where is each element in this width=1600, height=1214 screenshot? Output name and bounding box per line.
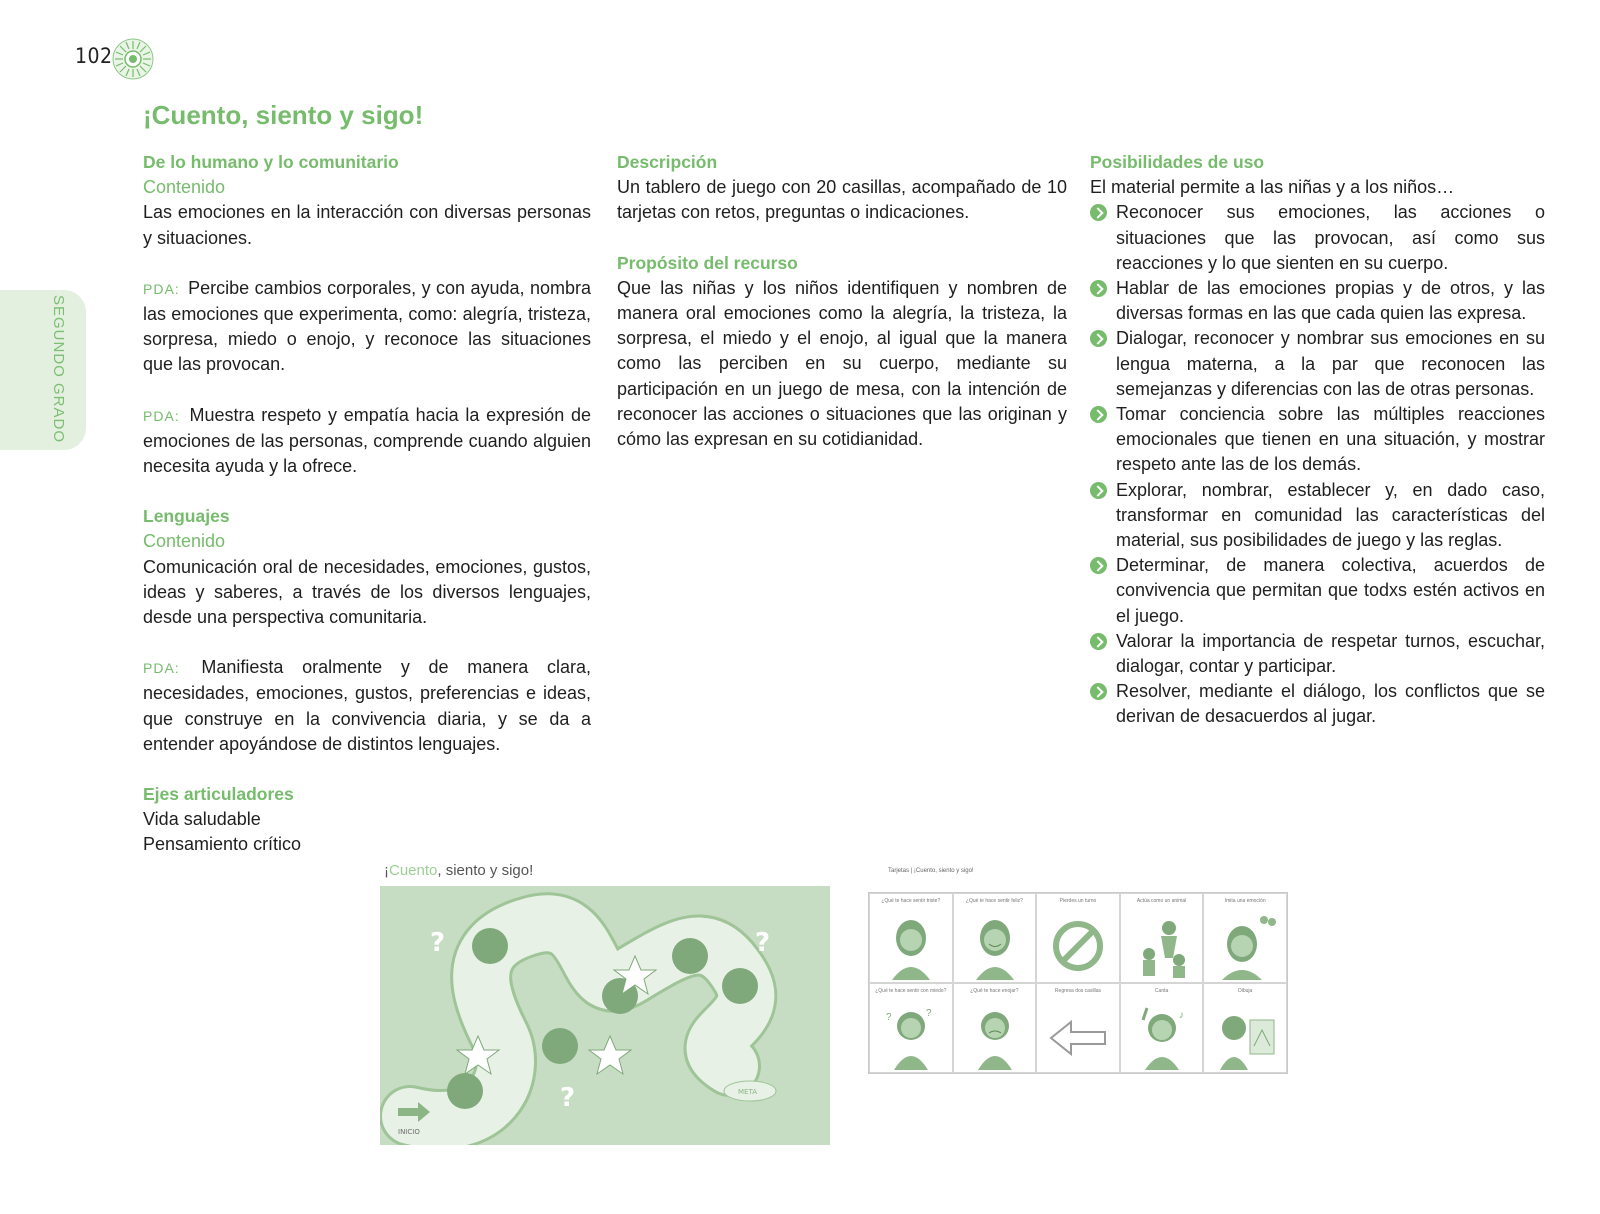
prohibited-icon bbox=[1045, 910, 1111, 980]
proposito-text: Que las niñas y los niños identifiquen y nombren de manera oral emociones como la alegría, la tristeza, la sorpresa, el miedo y el enojo, al igual que la manera como las perciben en su cuerpo, mediante su participación en un juego de mesa, con la intención de reconocer las acciones o situaciones que las originan y cómo las expresan en su cotidianidad. bbox=[617, 277, 1067, 450]
column-posibilidades bbox=[1090, 150, 1545, 730]
start-label: INICIO bbox=[398, 1128, 420, 1136]
ejes-heading: Ejes articuladores bbox=[143, 784, 294, 805]
happy-girl-icon bbox=[962, 910, 1028, 980]
posibilidades-heading: Posibilidades de uso bbox=[1090, 152, 1265, 172]
list-item: Tomar conciencia sobre las múltiples reacciones emocionales que tienen en una situación, y mostrar respeto ante las de los demás. bbox=[1090, 402, 1545, 478]
chevron-right-icon bbox=[1090, 482, 1107, 499]
svg-text:?: ? bbox=[926, 1008, 932, 1019]
card: Actúa como un animal bbox=[1120, 893, 1204, 983]
card: Pierdes un turno bbox=[1036, 893, 1120, 983]
descripcion-text: Un tablero de juego con 20 casillas, acompañado de 10 tarjetas con retos, preguntas o indicaciones. bbox=[617, 177, 1067, 223]
cards-image bbox=[868, 868, 1288, 1076]
angry-boy-icon bbox=[962, 1000, 1028, 1070]
question-mark: ? bbox=[430, 928, 446, 958]
pda-tag: PDA: bbox=[143, 407, 180, 424]
field1-pda2 bbox=[143, 403, 591, 480]
field1-pda2-text: Muestra respeto y empatía hacia la expresión de emociones de las personas, comprende cuando alguien necesita ayuda y la ofrece. bbox=[143, 404, 591, 477]
field2-pda-text: Manifiesta oralmente y de manera clara, necesidades, emociones, gustos, preferencias e ideas, que construye en la convivencia diaria, y se da a entender apoyándose de distintos lenguajes. bbox=[143, 657, 591, 754]
grade-label: SEGUNDO GRADO bbox=[50, 295, 67, 444]
girl-emotions-icon bbox=[1212, 910, 1278, 980]
proposito-heading: Propósito del recurso bbox=[617, 252, 798, 273]
list-item: Explorar, nombrar, establecer y, en dado caso, transformar en comunidad las características del material, sus posibilidades de juego y las reglas. bbox=[1090, 478, 1545, 554]
chevron-right-icon bbox=[1090, 280, 1107, 297]
list-item: Determinar, de manera colectiva, acuerdos de convivencia que permitan que todxs estén activos en el juego. bbox=[1090, 553, 1545, 629]
field1-pda1-text: Percibe cambios corporales, y con ayuda, nombra las emociones que experimenta, como: alegría, tristeza, sorpresa, miedo o enojo, y reconoce las situaciones que las provocan. bbox=[143, 277, 591, 375]
page-number: 102 bbox=[75, 44, 113, 68]
list-item: Reconocer sus emociones, las acciones o situaciones que las provocan, así como sus reacciones y lo que sienten en su cuerpo. bbox=[1090, 200, 1545, 276]
field1-contenido-label: Contenido bbox=[143, 177, 226, 198]
card: ¿Qué te hace enojar? bbox=[953, 983, 1037, 1073]
field2-contenido: Comunicación oral de necesidades, emociones, gustos, ideas y saberes, a través de los diversos lenguajes, desde una perspectiva comunitaria. bbox=[143, 556, 591, 628]
sad-girl-icon bbox=[878, 910, 944, 980]
scared-boy-icon bbox=[878, 1000, 944, 1070]
card: ¿Qué te hace sentir triste? bbox=[869, 893, 953, 983]
pda-tag: PDA: bbox=[143, 660, 180, 677]
eje-item: Vida saludable bbox=[143, 809, 261, 830]
posibilidades-list bbox=[1090, 200, 1545, 729]
pda-tag: PDA: bbox=[143, 280, 180, 297]
descripcion-heading: Descripción bbox=[617, 152, 718, 172]
board-illustration bbox=[380, 886, 830, 1145]
chevron-right-icon bbox=[1090, 633, 1107, 650]
question-mark: ? bbox=[560, 1083, 576, 1113]
field1-heading: De lo humano y lo comunitario bbox=[143, 152, 399, 172]
back-arrow-icon bbox=[1045, 1000, 1111, 1070]
page-title: ¡Cuento, siento y sigo! bbox=[143, 100, 424, 130]
list-item: Valorar la importancia de respetar turnos, escuchar, dialogar, contar y participar. bbox=[1090, 629, 1545, 679]
list-item: Dialogar, reconocer y nombrar sus emociones en su lengua materna, a la par que reconocen las semejanzas y diferencias con las de otras personas. bbox=[1090, 326, 1545, 402]
list-item: Hablar de las emociones propias y de otros, y las diversas formas en las que cada quien las expresa. bbox=[1090, 276, 1545, 326]
chevron-right-icon bbox=[1090, 406, 1107, 423]
card: Canta ♪ bbox=[1120, 983, 1204, 1073]
chevron-right-icon bbox=[1090, 330, 1107, 347]
card: ¿Qué te hace sentir feliz? bbox=[953, 893, 1037, 983]
kids-playing-icon bbox=[1129, 910, 1195, 980]
column-campos bbox=[143, 150, 591, 858]
card: Dibuja bbox=[1203, 983, 1287, 1073]
drawing-boy-icon bbox=[1212, 1000, 1278, 1070]
board-game-image bbox=[380, 862, 830, 1145]
card: ¿Qué te hace sentir con miedo? ? ? bbox=[869, 983, 953, 1073]
column-descripcion bbox=[617, 150, 1067, 452]
grade-side-tab bbox=[0, 290, 86, 450]
chevron-right-icon bbox=[1090, 557, 1107, 574]
field1-contenido: Las emociones en la interacción con diversas personas y situaciones. bbox=[143, 202, 591, 248]
end-label: META bbox=[738, 1088, 757, 1096]
svg-text:?: ? bbox=[886, 1012, 892, 1023]
cards-grid bbox=[868, 892, 1288, 1074]
chevron-right-icon bbox=[1090, 683, 1107, 700]
eje-item: Pensamiento crítico bbox=[143, 834, 302, 855]
svg-text:♪: ♪ bbox=[1178, 1010, 1184, 1021]
singing-boy-icon bbox=[1129, 1000, 1195, 1070]
card: Imita una emoción bbox=[1203, 893, 1287, 983]
board-caption: ¡Cuento, siento y sigo! bbox=[384, 862, 534, 879]
cards-caption: Tarjetas | ¡Cuento, siento y sigo! bbox=[888, 868, 974, 874]
rosette-icon bbox=[112, 38, 154, 80]
list-item: Resolver, mediante el diálogo, los conflictos que se derivan de desacuerdos al jugar. bbox=[1090, 679, 1545, 729]
field1-pda1 bbox=[143, 276, 591, 378]
chevron-right-icon bbox=[1090, 204, 1107, 221]
field2-pda bbox=[143, 655, 591, 757]
question-mark: ? bbox=[755, 928, 771, 958]
card: Regresa dos casillas bbox=[1036, 983, 1120, 1073]
field2-heading: Lenguajes bbox=[143, 506, 230, 527]
field2-contenido-label: Contenido bbox=[143, 531, 226, 552]
posibilidades-intro: El material permite a las niñas y a los niños… bbox=[1090, 177, 1455, 198]
